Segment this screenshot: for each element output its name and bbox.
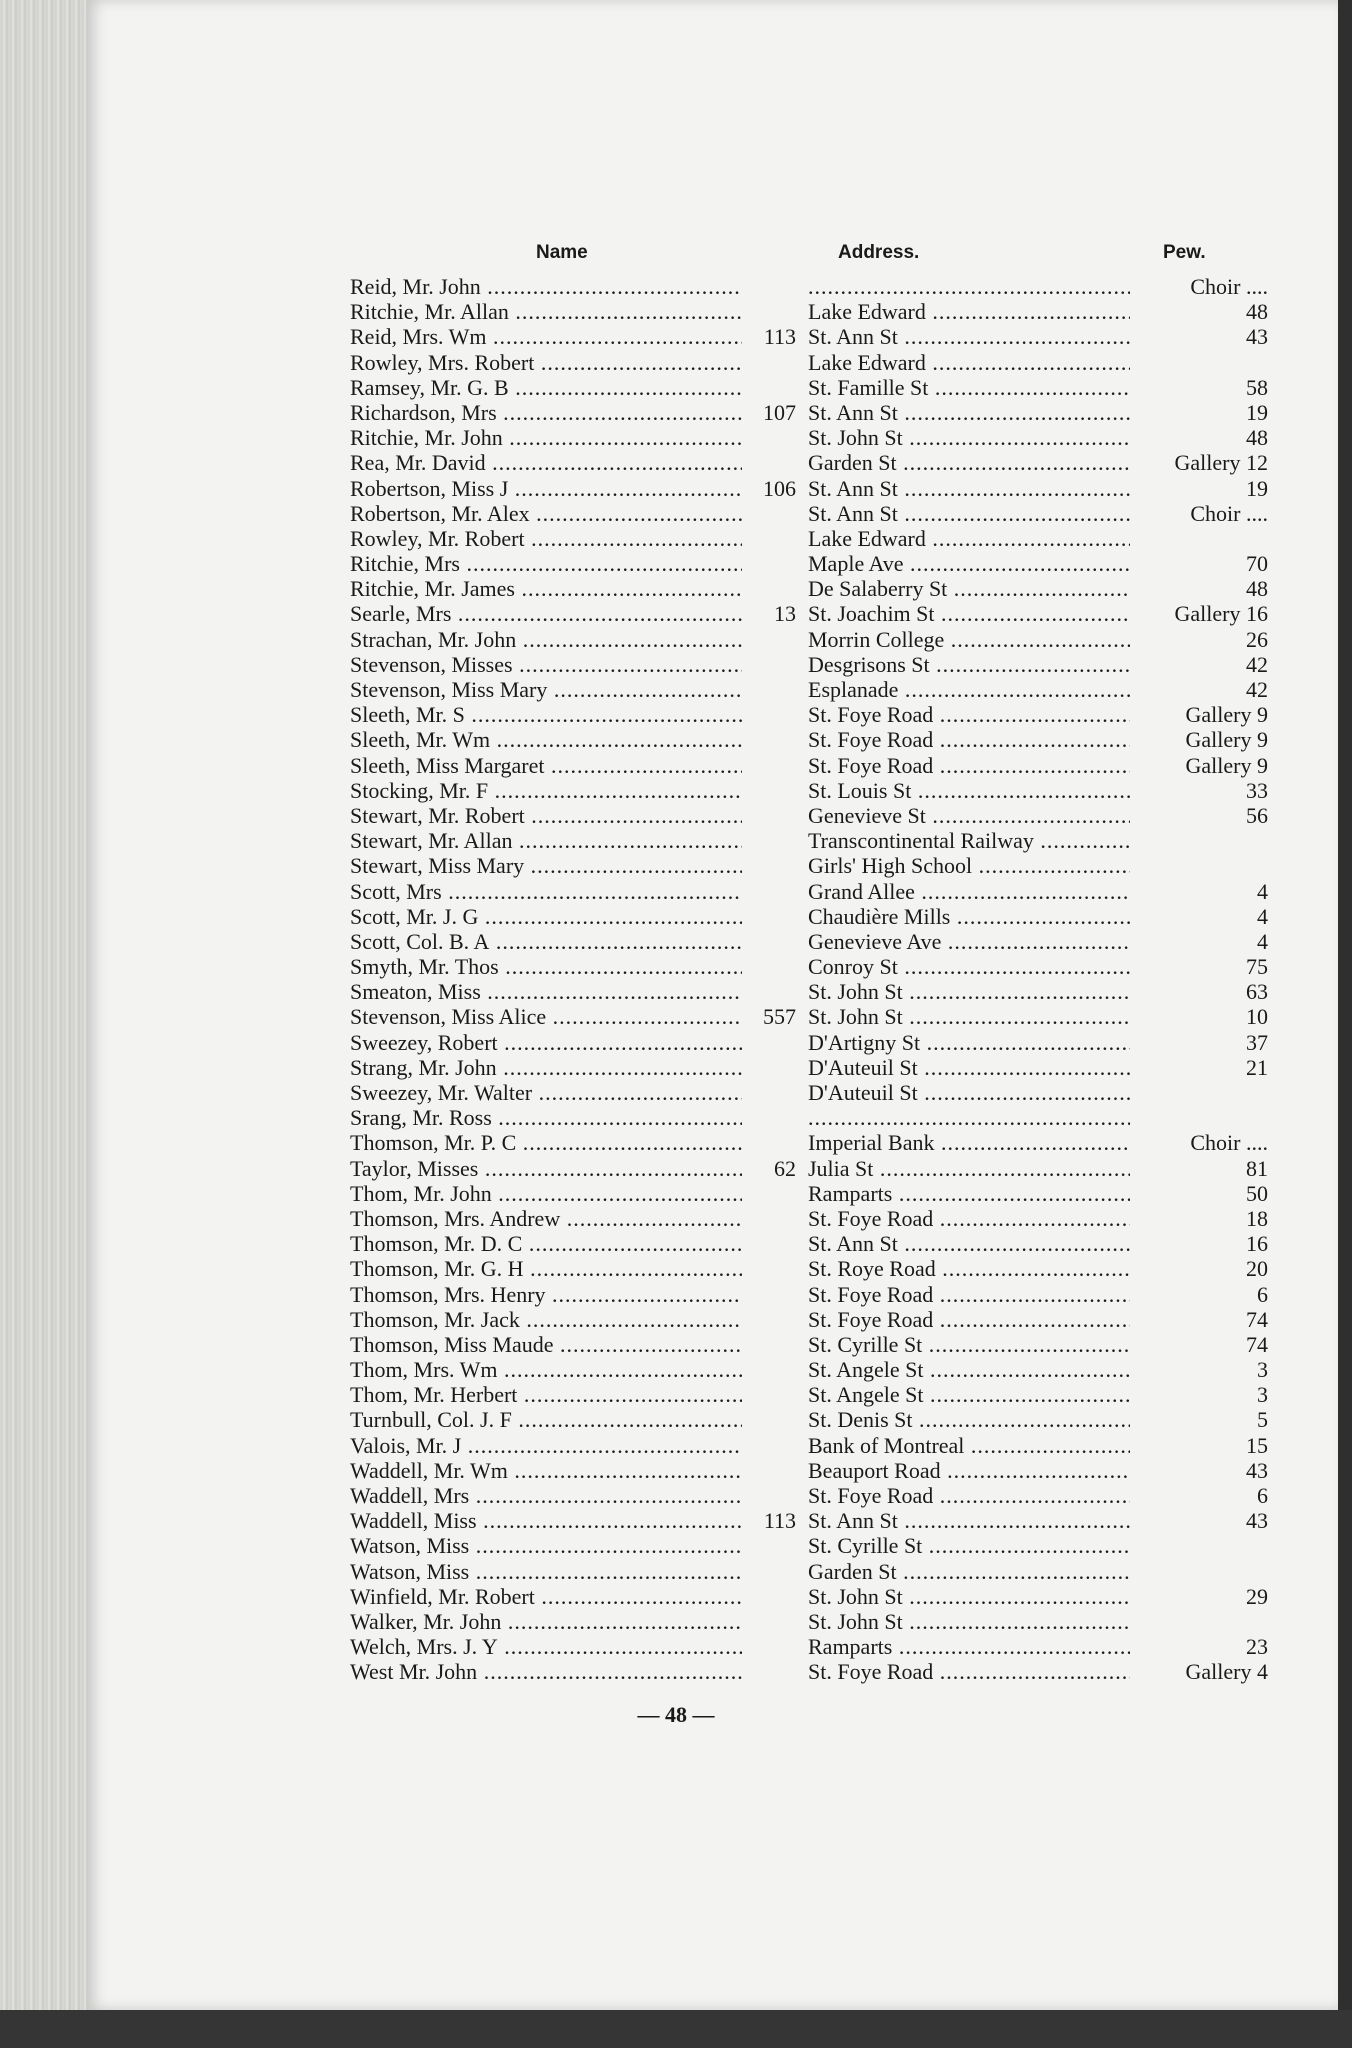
pew-value: Choir ....	[1190, 500, 1268, 526]
pew-value: Choir ....	[1190, 274, 1268, 299]
member-address	[808, 1105, 1130, 1130]
table-row	[0, 324, 1352, 349]
member-address: St. Cyrille St .....	[808, 1332, 1130, 1357]
table-row	[0, 1609, 1352, 1634]
member-name: Ritchie, Mr. Allan .....	[350, 299, 742, 324]
table-row	[0, 1559, 1352, 1584]
pew-value: 70	[1246, 551, 1268, 577]
table-row	[0, 350, 1352, 375]
member-name: Sweezey, Robert .....	[350, 1030, 742, 1055]
pew-value: 6	[1257, 1281, 1268, 1307]
member-address: St. Cyrille St .....	[808, 1533, 1130, 1558]
table-row	[0, 828, 1352, 853]
table-row	[0, 576, 1352, 601]
pew-value: 74	[1246, 1306, 1268, 1332]
member-address: D'Artigny St .....	[808, 1030, 1130, 1055]
member-address: St. Foye Road .....	[808, 727, 1130, 752]
member-name: Winfield, Mr. Robert .....	[350, 1584, 742, 1609]
pew-value: Gallery 9	[1185, 727, 1268, 753]
member-name: Scott, Mrs .....	[350, 879, 742, 904]
member-address: Grand Allee .....	[808, 879, 1130, 904]
pew-value: 48	[1246, 576, 1268, 602]
member-address: St. Foye Road .....	[808, 753, 1130, 778]
member-address: Genevieve Ave .....	[808, 929, 1130, 954]
table-row	[0, 1156, 1352, 1181]
table-row	[0, 501, 1352, 526]
member-address: Bank of Montreal .....	[808, 1433, 1130, 1458]
pew-value: Gallery 9	[1185, 752, 1268, 778]
member-name: Sweezey, Mr. Walter .....	[350, 1080, 742, 1105]
table-row	[0, 1433, 1352, 1458]
member-address: St. Joachim St .....	[808, 601, 1130, 626]
member-address: Beauport Road .....	[808, 1458, 1130, 1483]
table-row	[0, 778, 1352, 803]
member-name: Thomson, Mr. G. H .....	[350, 1256, 742, 1281]
member-name: West Mr. John .....	[350, 1659, 742, 1684]
member-address: St. John St .....	[808, 1584, 1130, 1609]
member-address: St. Denis St .....	[808, 1407, 1130, 1432]
member-name: Stevenson, Miss Alice .....	[350, 1004, 742, 1029]
pew-number-prefix: 557	[763, 1004, 796, 1030]
member-name: Smyth, Mr. Thos .....	[350, 954, 742, 979]
member-name: Walker, Mr. John .....	[350, 1609, 742, 1634]
pew-value: 6	[1257, 1483, 1268, 1508]
pew-value: 4	[1257, 928, 1268, 954]
pew-value: 43	[1246, 324, 1268, 350]
member-name: Richardson, Mrs .....	[350, 400, 742, 425]
member-address: St. Ann St .....	[808, 400, 1130, 425]
member-address: St. Foye Road .....	[808, 1206, 1130, 1231]
member-address: St. Ann St .....	[808, 1231, 1130, 1256]
member-address: De Salaberry St .....	[808, 576, 1130, 601]
table-row	[0, 753, 1352, 778]
page-number: — 48 —	[637, 1702, 715, 1727]
member-name: Robertson, Mr. Alex .....	[350, 501, 742, 526]
member-name: Rowley, Mrs. Robert .....	[350, 350, 742, 375]
table-row	[0, 1533, 1352, 1558]
member-name: Ritchie, Mr. James .....	[350, 576, 742, 601]
pew-value: 43	[1246, 1457, 1268, 1483]
table-row	[0, 1407, 1352, 1432]
table-row	[0, 1584, 1352, 1609]
table-row	[0, 476, 1352, 501]
member-address: St. Roye Road .....	[808, 1256, 1130, 1281]
member-address: St. Angele St .....	[808, 1357, 1130, 1382]
pew-value: 4	[1257, 903, 1268, 929]
table-row	[0, 853, 1352, 878]
member-address: St. Famille St .....	[808, 375, 1130, 400]
pew-value: 74	[1246, 1331, 1268, 1357]
table-row	[0, 954, 1352, 979]
member-name: Ritchie, Mr. John .....	[350, 425, 742, 450]
pew-value: 63	[1246, 979, 1268, 1005]
member-address: Maple Ave .....	[808, 551, 1130, 576]
table-row	[0, 929, 1352, 954]
table-row	[0, 274, 1352, 299]
table-row	[0, 1055, 1352, 1080]
table-row	[0, 1256, 1352, 1281]
pew-value: 37	[1246, 1029, 1268, 1055]
table-row	[0, 677, 1352, 702]
table-row	[0, 425, 1352, 450]
pew-value: 58	[1246, 374, 1268, 400]
pew-value: 15	[1246, 1432, 1268, 1458]
pew-value: 10	[1246, 1004, 1268, 1030]
pew-value: Choir ....	[1190, 1130, 1268, 1156]
table-row	[0, 526, 1352, 551]
member-name: Thomson, Mr. D. C .....	[350, 1231, 742, 1256]
member-name: Watson, Miss .....	[350, 1533, 742, 1558]
member-name: Smeaton, Miss .....	[350, 979, 742, 1004]
table-row	[0, 1206, 1352, 1231]
pew-list	[0, 274, 1352, 1685]
pew-value: Gallery 12	[1174, 450, 1268, 476]
table-row	[0, 1080, 1352, 1105]
member-address: St. Louis St .....	[808, 778, 1130, 803]
table-row	[0, 299, 1352, 324]
member-address: D'Auteuil St .....	[808, 1080, 1130, 1105]
member-name: Ramsey, Mr. G. B .....	[350, 375, 742, 400]
member-address	[808, 274, 1130, 299]
table-row	[0, 727, 1352, 752]
table-row	[0, 1382, 1352, 1407]
member-name: Taylor, Misses .....	[350, 1156, 742, 1181]
table-row	[0, 450, 1352, 475]
member-address: St. Foye Road .....	[808, 1483, 1130, 1508]
member-address: Esplanade .....	[808, 677, 1130, 702]
member-name: Reid, Mr. John .....	[350, 274, 742, 299]
member-address: St. Ann St .....	[808, 1508, 1130, 1533]
pew-value: 42	[1246, 651, 1268, 677]
table-row	[0, 879, 1352, 904]
pew-number-prefix: 113	[763, 1508, 796, 1534]
pew-value: 48	[1246, 299, 1268, 325]
member-address: Lake Edward .....	[808, 299, 1130, 324]
table-row	[0, 1483, 1352, 1508]
table-row	[0, 627, 1352, 652]
member-name: Stevenson, Misses .....	[350, 652, 742, 677]
table-row	[0, 652, 1352, 677]
pew-number-prefix: 107	[763, 399, 796, 425]
member-address: Lake Edward .....	[808, 526, 1130, 551]
member-name: Stocking, Mr. F .....	[350, 778, 742, 803]
member-name: Sleeth, Mr. Wm .....	[350, 727, 742, 752]
member-name: Thomson, Mrs. Henry .....	[350, 1282, 742, 1307]
table-row	[0, 1105, 1352, 1130]
table-row	[0, 904, 1352, 929]
member-address: Garden St .....	[808, 1559, 1130, 1584]
pew-value: 33	[1246, 777, 1268, 803]
pew-number-prefix: 106	[763, 475, 796, 501]
member-address: Julia St .....	[808, 1156, 1130, 1181]
header-address: Address.	[838, 242, 920, 263]
member-address: Lake Edward .....	[808, 350, 1130, 375]
pew-value: 19	[1246, 399, 1268, 425]
pew-value: 48	[1246, 425, 1268, 451]
pew-value: 42	[1246, 677, 1268, 702]
member-address: St. Angele St .....	[808, 1382, 1130, 1407]
member-address: St. Foye Road .....	[808, 1659, 1130, 1684]
pew-value: 16	[1246, 1231, 1268, 1257]
pew-value: 50	[1246, 1180, 1268, 1206]
member-address: Genevieve St .....	[808, 803, 1130, 828]
pew-value: 20	[1246, 1256, 1268, 1282]
table-row	[0, 1357, 1352, 1382]
member-name: Thom, Mr. John .....	[350, 1181, 742, 1206]
member-address: St. Ann St .....	[808, 476, 1130, 501]
table-row	[0, 1659, 1352, 1684]
member-name: Rea, Mr. David .....	[350, 450, 742, 475]
member-name: Stewart, Mr. Allan .....	[350, 828, 742, 853]
member-address: St. John St .....	[808, 425, 1130, 450]
member-address: Desgrisons St .....	[808, 652, 1130, 677]
member-name: Waddell, Mr. Wm .....	[350, 1458, 742, 1483]
pew-value: Gallery 16	[1174, 601, 1268, 627]
table-row	[0, 1458, 1352, 1483]
pew-value: 5	[1257, 1407, 1268, 1433]
member-address: Garden St .....	[808, 450, 1130, 475]
member-name: Stevenson, Miss Mary .....	[350, 677, 742, 702]
pew-value: 3	[1257, 1382, 1268, 1408]
pew-value: 21	[1246, 1054, 1268, 1080]
pew-value: 4	[1257, 878, 1268, 904]
member-address: Imperial Bank .....	[808, 1130, 1130, 1155]
member-name: Valois, Mr. J .....	[350, 1433, 742, 1458]
table-row	[0, 1332, 1352, 1357]
member-name: Sleeth, Mr. S .....	[350, 702, 742, 727]
member-name: Stewart, Mr. Robert .....	[350, 803, 742, 828]
pew-value: 19	[1246, 475, 1268, 501]
member-name: Rowley, Mr. Robert .....	[350, 526, 742, 551]
table-row	[0, 601, 1352, 626]
table-row	[0, 979, 1352, 1004]
pew-value: 81	[1246, 1155, 1268, 1181]
pew-value: 23	[1246, 1634, 1268, 1660]
member-address: St. Foye Road .....	[808, 702, 1130, 727]
member-name: Waddell, Miss .....	[350, 1508, 742, 1533]
table-row	[0, 1634, 1352, 1659]
member-name: Ritchie, Mrs .....	[350, 551, 742, 576]
table-row	[0, 1030, 1352, 1055]
table-row	[0, 551, 1352, 576]
pew-value: 29	[1246, 1583, 1268, 1609]
member-name: Watson, Miss .....	[350, 1559, 742, 1584]
member-name: Scott, Mr. J. G .....	[350, 904, 742, 929]
member-name: Thom, Mr. Herbert .....	[350, 1382, 742, 1407]
member-name: Welch, Mrs. J. Y .....	[350, 1634, 742, 1659]
table-row	[0, 400, 1352, 425]
pew-value: Gallery 9	[1185, 702, 1268, 728]
header-pew: Pew.	[1163, 242, 1206, 263]
member-name: Thomson, Mr. Jack .....	[350, 1307, 742, 1332]
pew-number-prefix: 13	[774, 601, 796, 627]
member-address: St. Foye Road .....	[808, 1307, 1130, 1332]
member-address: Transcontinental Railway .....	[808, 828, 1130, 853]
member-address: St. John St .....	[808, 979, 1130, 1004]
table-row	[0, 1004, 1352, 1029]
member-name: Thom, Mrs. Wm .....	[350, 1357, 742, 1382]
pew-value: 26	[1246, 626, 1268, 652]
table-row	[0, 1307, 1352, 1332]
member-name: Stewart, Miss Mary .....	[350, 853, 742, 878]
member-address: St. Ann St .....	[808, 324, 1130, 349]
table-row	[0, 1282, 1352, 1307]
pew-value: 75	[1246, 954, 1268, 980]
table-row	[0, 1231, 1352, 1256]
member-name: Sleeth, Miss Margaret .....	[350, 753, 742, 778]
member-name: Searle, Mrs .....	[350, 601, 742, 626]
pew-value: Gallery 4	[1185, 1659, 1268, 1685]
member-address: Ramparts .....	[808, 1181, 1130, 1206]
member-name: Strang, Mr. John .....	[350, 1055, 742, 1080]
pew-value: 56	[1246, 802, 1268, 828]
table-row	[0, 702, 1352, 727]
table-row	[0, 375, 1352, 400]
pew-value: 18	[1246, 1205, 1268, 1231]
pew-number-prefix: 113	[763, 324, 796, 350]
table-row	[0, 803, 1352, 828]
member-name: Waddell, Mrs .....	[350, 1483, 742, 1508]
pew-value: 3	[1257, 1357, 1268, 1383]
scan-background	[0, 2010, 1352, 2048]
column-headers	[0, 242, 1352, 272]
member-address: St. John St .....	[808, 1609, 1130, 1634]
member-address: Girls' High School .....	[808, 853, 1130, 878]
member-name: Thomson, Mr. P. C .....	[350, 1130, 742, 1155]
member-name: Thomson, Mrs. Andrew .....	[350, 1206, 742, 1231]
member-address: Chaudière Mills .....	[808, 904, 1130, 929]
member-address: St. Ann St .....	[808, 501, 1130, 526]
member-name: Robertson, Miss J .....	[350, 476, 742, 501]
table-row	[0, 1508, 1352, 1533]
table-row	[0, 1181, 1352, 1206]
member-address: D'Auteuil St .....	[808, 1055, 1130, 1080]
pew-value: 43	[1246, 1508, 1268, 1534]
member-name: Thomson, Miss Maude .....	[350, 1332, 742, 1357]
table-row	[0, 1130, 1352, 1155]
member-name: Turnbull, Col. J. F .....	[350, 1407, 742, 1432]
member-name: Scott, Col. B. A .....	[350, 929, 742, 954]
pew-number-prefix: 62	[774, 1155, 796, 1181]
member-name: Strachan, Mr. John .....	[350, 627, 742, 652]
member-address: Morrin College .....	[808, 627, 1130, 652]
header-name: Name	[536, 242, 588, 263]
member-address: St. Foye Road .....	[808, 1282, 1130, 1307]
member-name: Srang, Mr. Ross .....	[350, 1105, 742, 1130]
member-address: St. John St .....	[808, 1004, 1130, 1029]
member-address: Ramparts .....	[808, 1634, 1130, 1659]
member-name: Reid, Mrs. Wm .....	[350, 324, 742, 349]
member-address: Conroy St .....	[808, 954, 1130, 979]
